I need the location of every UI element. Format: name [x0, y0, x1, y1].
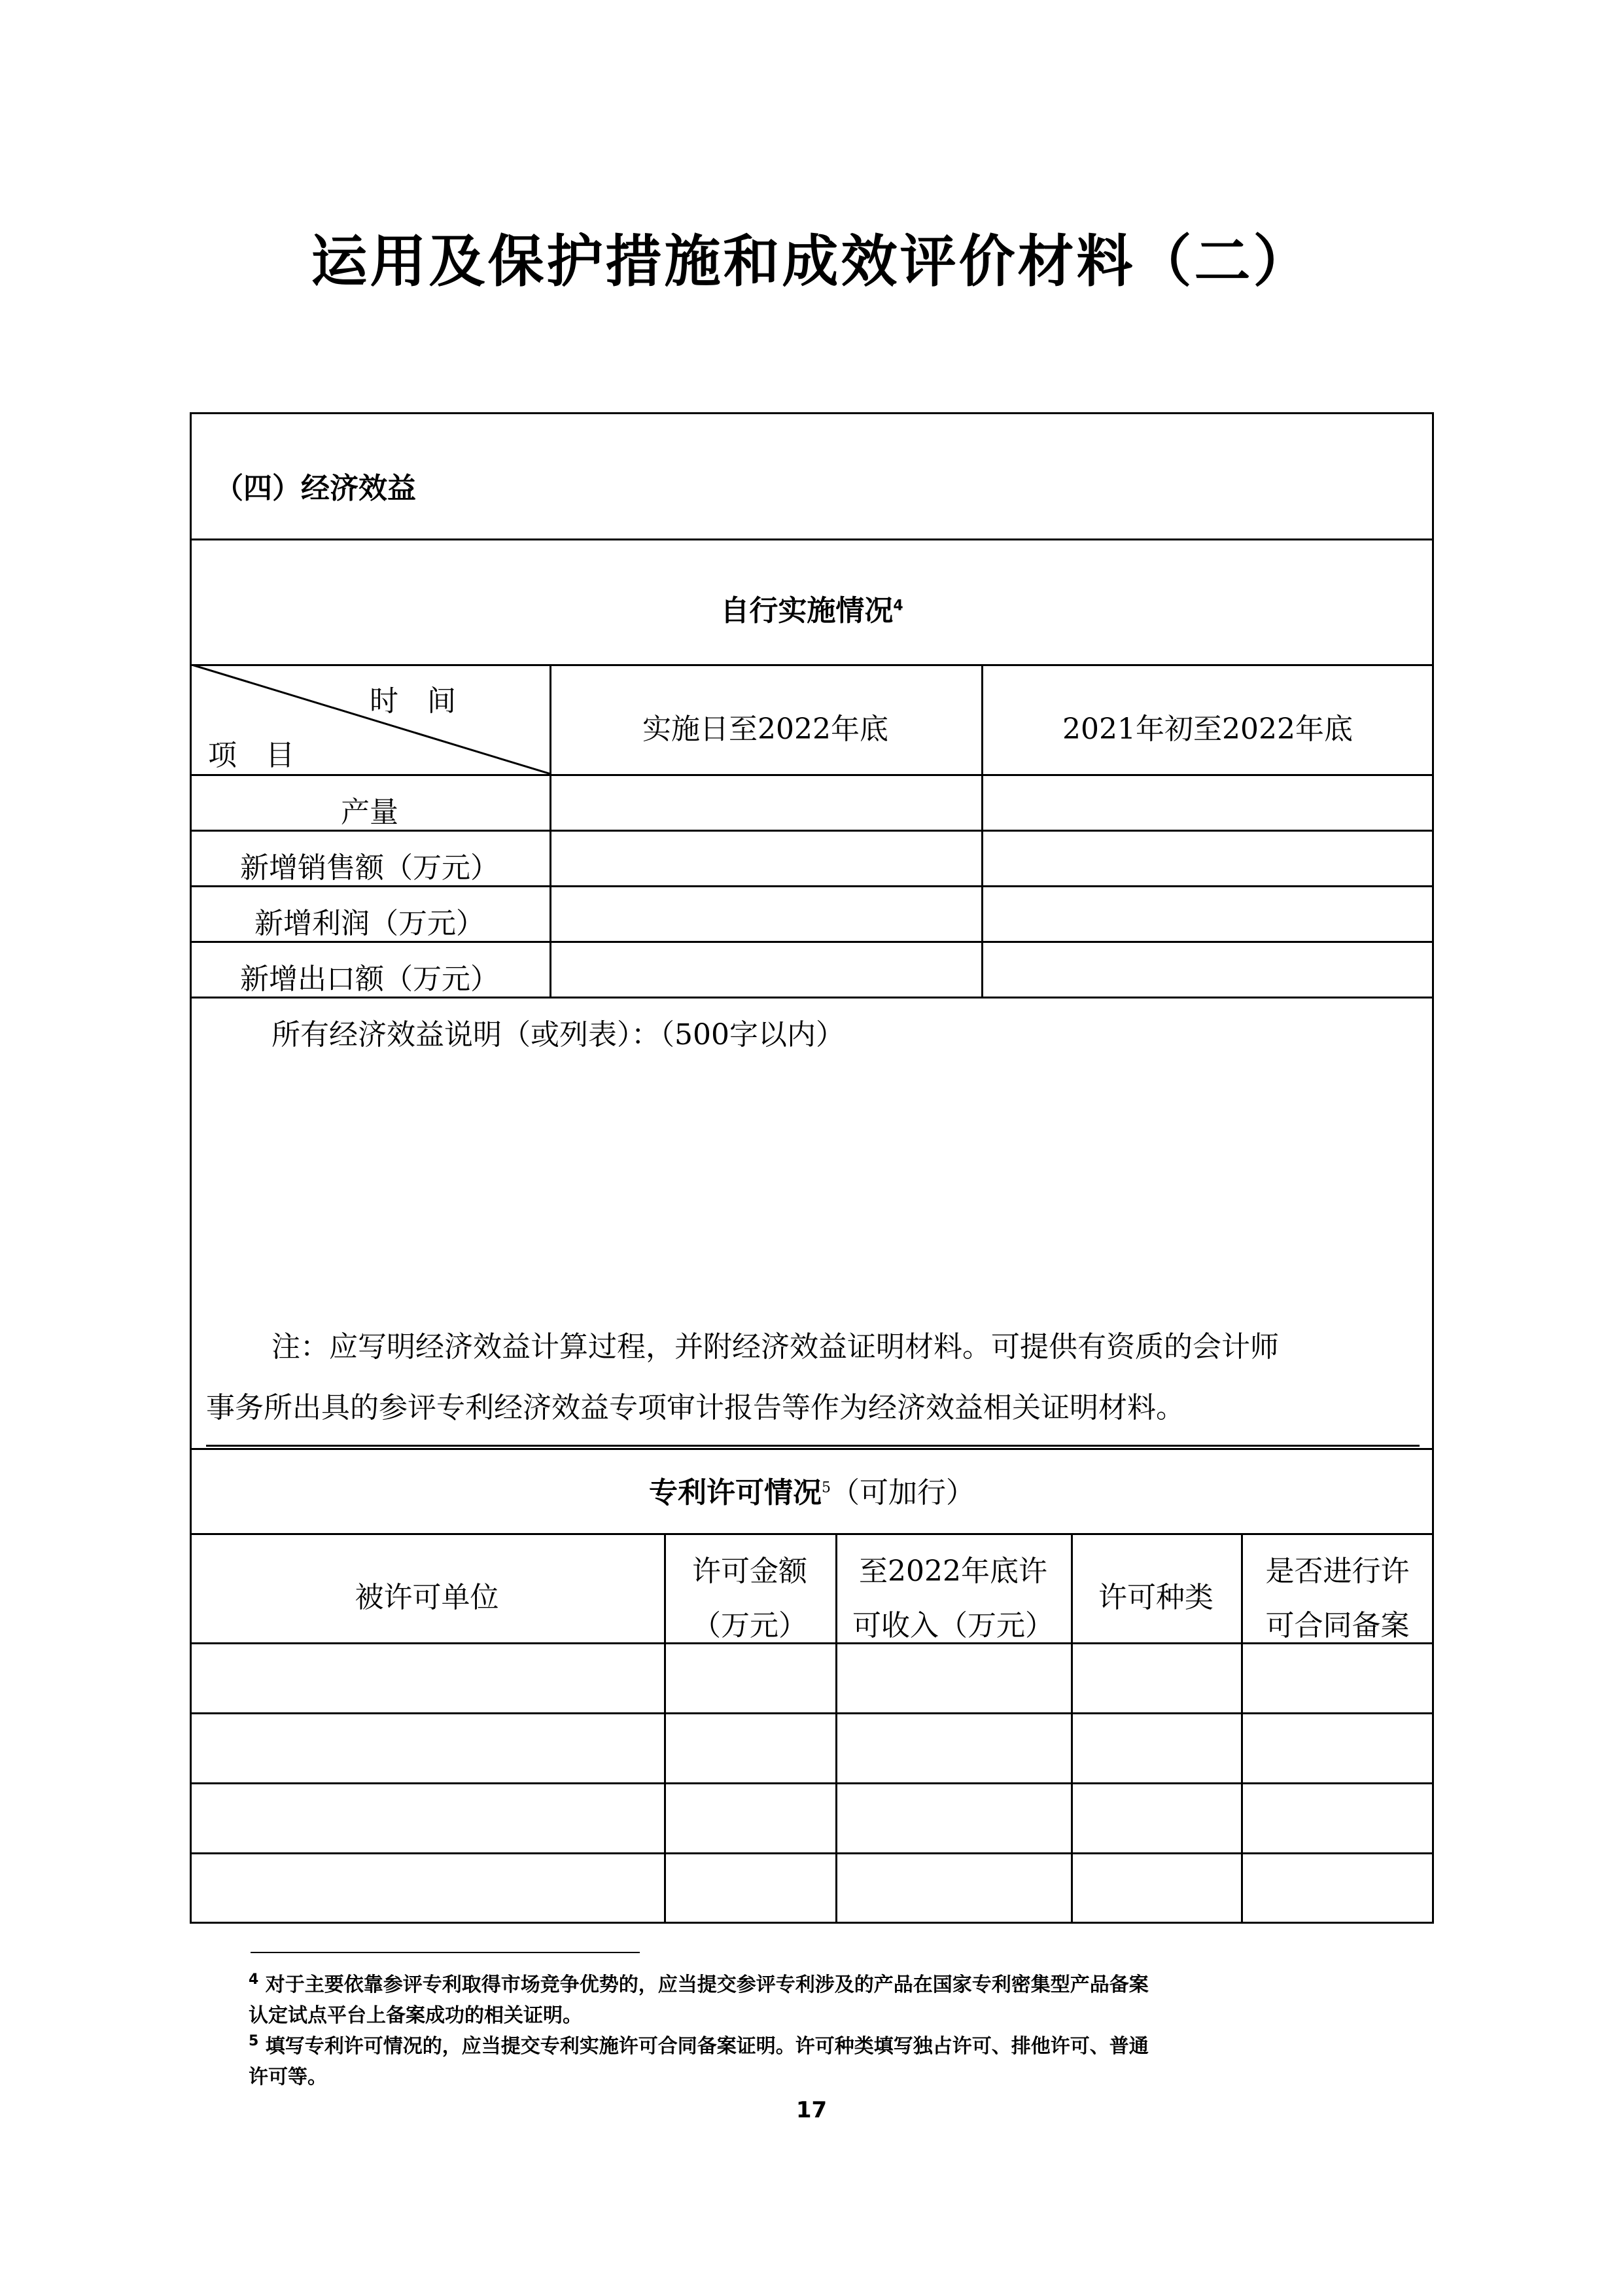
license-header-type: 许可种类 — [1098, 1581, 1213, 1614]
license-header-filing-l2: 可合同备案 — [1265, 1609, 1410, 1642]
self-impl-title: 自行实施情况$^4$ — [720, 594, 903, 627]
footnote-5-line-1: $^5$ 填写专利许可情况的，应当提交专利实施许可合同备案证明。许可种类填写独占许可、排他许可、普通 — [249, 2033, 1149, 2058]
economic-benefit-table — [190, 412, 1434, 1924]
license-header-licensee: 被许可单位 — [355, 1581, 499, 1614]
corner-time-label: 时 间 — [370, 684, 456, 718]
corner-item-label: 项 目 — [208, 739, 294, 772]
footnote-4-line-2: 认定试点平台上备案成功的相关证明。 — [249, 2004, 582, 2027]
page-number: 17 — [795, 2097, 828, 2123]
row-label-sales: 新增销售额（万元） — [240, 851, 499, 885]
page-title: 运用及保护措施和成效评价材料（二） — [311, 229, 1312, 294]
license-header-amount-l1: 许可金额 — [692, 1555, 807, 1588]
note-line-1: 注：应写明经济效益计算过程，并附经济效益证明材料。可提供有资质的会计师 — [271, 1330, 1279, 1364]
description-label: 所有经济效益说明（或列表）：（500字以内） — [271, 1018, 845, 1051]
license-header-filing-l1: 是否进行许 — [1265, 1555, 1410, 1588]
footnote-4-line-1: $^4$ 对于主要依靠参评专利取得市场竞争优势的，应当提交参评专利涉及的产品在国家专利密集型产品备案 — [249, 1971, 1149, 1996]
license-header-amount-l2: （万元） — [692, 1609, 807, 1642]
license-title: 专利许可情况$^5$（可加行） — [649, 1476, 975, 1510]
section-heading: （四）经济效益 — [215, 472, 416, 505]
license-header-income-l1: 至2022年底许 — [859, 1555, 1047, 1588]
note-line-2: 事务所出具的参评专利经济效益专项审计报告等作为经济效益相关证明材料。 — [206, 1391, 1185, 1424]
license-header-income-l2: 可收入（万元） — [852, 1609, 1054, 1642]
col-header-impl-to-2022: 实施日至2022年底 — [642, 713, 888, 746]
footnote-separator — [251, 1952, 640, 1953]
col-header-2021-to-2022: 2021年初至2022年底 — [1062, 713, 1353, 746]
row-label-export: 新增出口额（万元） — [240, 963, 499, 996]
row-label-profit: 新增利润（万元） — [254, 907, 485, 940]
footnote-5-line-2: 许可等。 — [249, 2066, 327, 2089]
row-label-output: 产量 — [341, 796, 398, 829]
